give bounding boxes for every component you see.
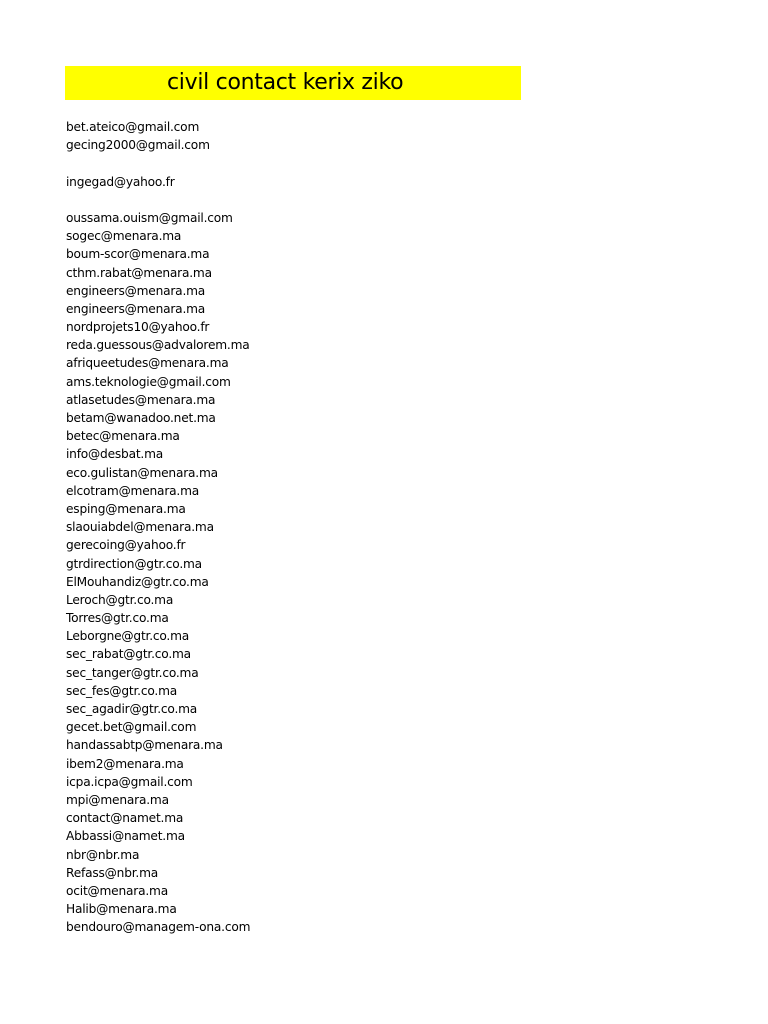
email-row: Halib@menara.ma (66, 902, 177, 917)
email-row: ElMouhandiz@gtr.co.ma (66, 574, 209, 589)
email-row: Abbassi@namet.ma (66, 829, 185, 844)
email-row: contact@namet.ma (66, 811, 184, 826)
email-row: Refass@nbr.ma (66, 865, 159, 880)
email-row: gecing2000@gmail.com (66, 138, 210, 153)
email-row: cthm.rabat@menara.ma (66, 265, 212, 280)
email-row: elcotram@menara.ma (66, 483, 200, 498)
email-row: slaouiabdel@menara.ma (66, 520, 214, 535)
email-row: Leroch@gtr.co.ma (66, 592, 174, 607)
email-row: esping@menara.ma (66, 501, 186, 516)
email-row: ams.teknologie@gmail.com (66, 374, 231, 389)
email-row: ocit@menara.ma (66, 883, 168, 898)
blank-row (66, 191, 250, 209)
email-row: engineers@menara.ma (66, 283, 206, 298)
email-row: gtrdirection@gtr.co.ma (66, 556, 202, 571)
email-row: info@desbat.ma (66, 447, 164, 462)
blank-row (66, 154, 250, 172)
email-row: oussama.ouism@gmail.com (66, 210, 233, 225)
email-row: eco.gulistan@menara.ma (66, 465, 218, 480)
email-row: sogec@menara.ma (66, 229, 182, 244)
email-row: sec_tanger@gtr.co.ma (66, 665, 199, 680)
email-row: icpa.icpa@gmail.com (66, 774, 193, 789)
email-row: atlasetudes@menara.ma (66, 392, 216, 407)
email-row: ibem2@menara.ma (66, 756, 184, 771)
email-row: ingegad@yahoo.fr (66, 174, 175, 189)
email-row: nordprojets10@yahoo.fr (66, 320, 210, 335)
email-row: reda.guessous@advalorem.ma (66, 338, 250, 353)
email-row: gecet.bet@gmail.com (66, 720, 197, 735)
email-row: gerecoing@yahoo.fr (66, 538, 186, 553)
email-row: handassabtp@menara.ma (66, 738, 223, 753)
email-row: Torres@gtr.co.ma (66, 611, 169, 626)
email-row: mpi@menara.ma (66, 792, 169, 807)
email-row: betam@wanadoo.net.ma (66, 411, 216, 425)
email-row: sec_agadir@gtr.co.ma (66, 702, 198, 716)
email-row: bet.ateico@gmail.com (66, 120, 200, 134)
email-row: engineers@menara.ma (66, 301, 206, 316)
email-row: betec@menara.ma (66, 429, 180, 444)
email-row: afriqueetudes@menara.ma (66, 356, 229, 371)
email-list (66, 118, 250, 936)
email-row: nbr@nbr.ma (66, 847, 140, 862)
document-title: civil contact kerix ziko (167, 70, 404, 95)
email-row: sec_fes@gtr.co.ma (66, 683, 178, 698)
email-row: bendouro@managem-ona.com (66, 920, 251, 935)
email-row: sec_rabat@gtr.co.ma (66, 647, 191, 662)
email-row: boum-scor@menara.ma (66, 247, 210, 262)
email-row: Leborgne@gtr.co.ma (66, 629, 190, 644)
